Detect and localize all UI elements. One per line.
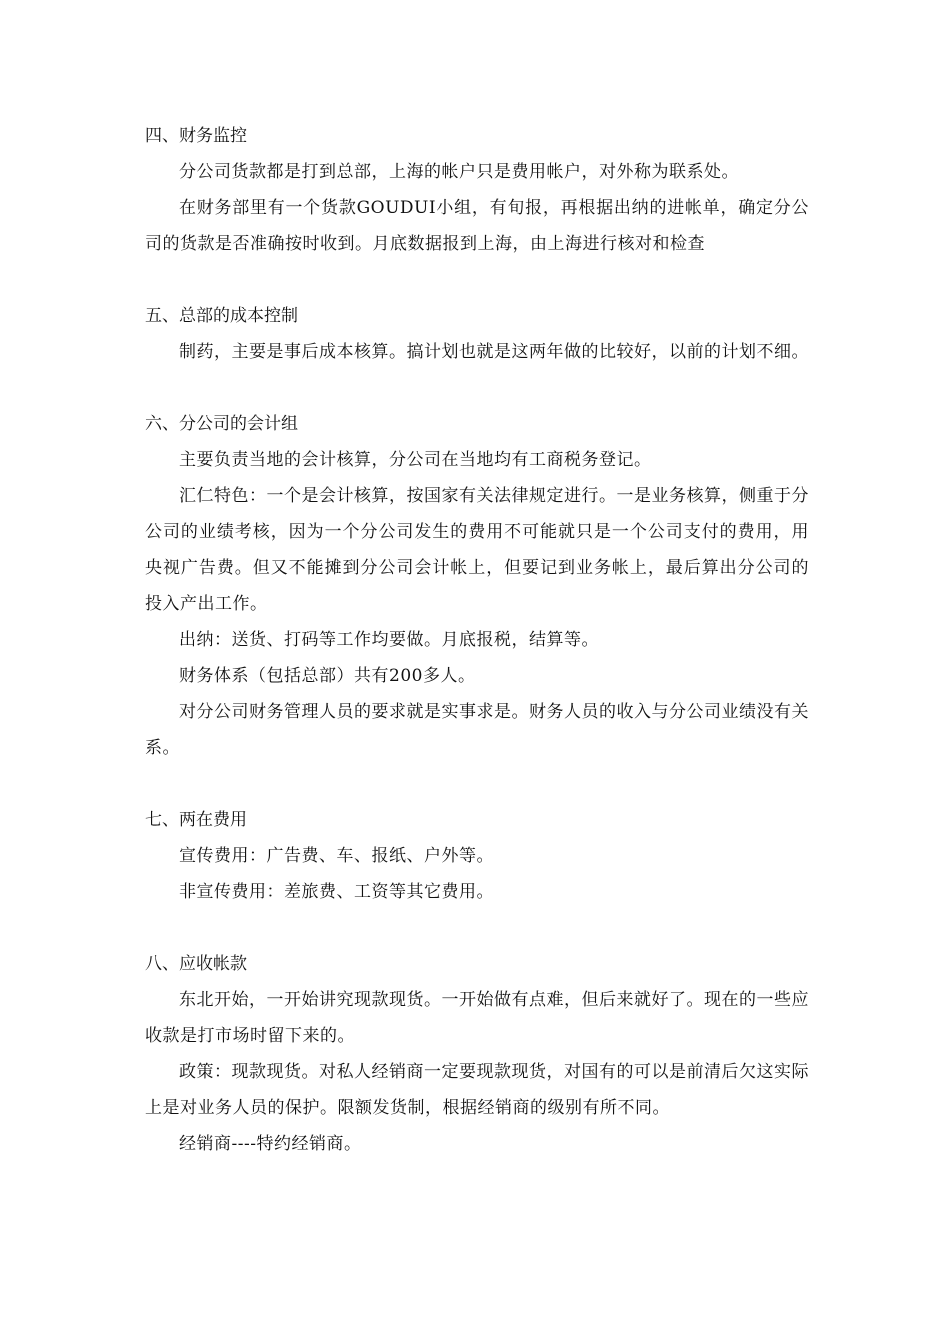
paragraph: 经销商----特约经销商。 <box>179 1134 362 1154</box>
section-spacer <box>145 262 809 298</box>
section-heading: 五、总部的成本控制 <box>145 306 298 326</box>
paragraph: 宣传费用：广告费、车、报纸、户外等。 <box>179 846 494 866</box>
paragraph: 政策：现款现货。对私人经销商一定要现款现货，对国有的可以是前清后欠这实际上是对业务人员的保护。限额发货制，根据经销商的级别有所不同。 <box>145 1062 809 1118</box>
paragraph: 非宣传费用：差旅费、工资等其它费用。 <box>179 882 494 902</box>
section-heading: 八、应收帐款 <box>145 954 247 974</box>
paragraph: 汇仁特色：一个是会计核算，按国家有关法律规定进行。一是业务核算，侧重于分公司的业绩考核，因为一个分公司发生的费用不可能就只是一个公司支付的费用，用央视广告费。但又不能摊到分公司会计帐上，但要记到业务帐上，最后算出分公司的投入产出工作。 <box>145 486 809 614</box>
section-heading: 六、分公司的会计组 <box>145 414 298 434</box>
section-heading: 七、两在费用 <box>145 810 247 830</box>
paragraph: 对分公司财务管理人员的要求就是实事求是。财务人员的收入与分公司业绩没有关系。 <box>145 702 809 758</box>
section-expenses <box>145 802 809 910</box>
section-spacer <box>145 370 809 406</box>
paragraph: 出纳：送货、打码等工作均要做。月底报税，结算等。 <box>179 630 599 650</box>
section-accounting-group <box>145 406 809 766</box>
paragraph: 东北开始，一开始讲究现款现货。一开始做有点难，但后来就好了。现在的一些应收款是打市场时留下来的。 <box>145 990 809 1046</box>
document-page <box>145 118 809 1162</box>
section-heading: 四、财务监控 <box>145 126 247 146</box>
section-financial-monitoring <box>145 118 809 262</box>
paragraph: 分公司货款都是打到总部，上海的帐户只是费用帐户，对外称为联系处。 <box>179 162 739 182</box>
section-receivables <box>145 946 809 1162</box>
paragraph: 制药，主要是事后成本核算。搞计划也就是这两年做的比较好，以前的计划不细。 <box>179 342 809 362</box>
paragraph: 财务体系（包括总部）共有200多人。 <box>179 666 476 686</box>
paragraph: 在财务部里有一个货款GOUDUI小组，有旬报，再根据出纳的进帐单，确定分公司的货款是否准确按时收到。月底数据报到上海，由上海进行核对和检查 <box>145 198 809 254</box>
section-spacer <box>145 910 809 946</box>
paragraph: 主要负责当地的会计核算，分公司在当地均有工商税务登记。 <box>179 450 652 470</box>
section-spacer <box>145 766 809 802</box>
section-cost-control <box>145 298 809 370</box>
